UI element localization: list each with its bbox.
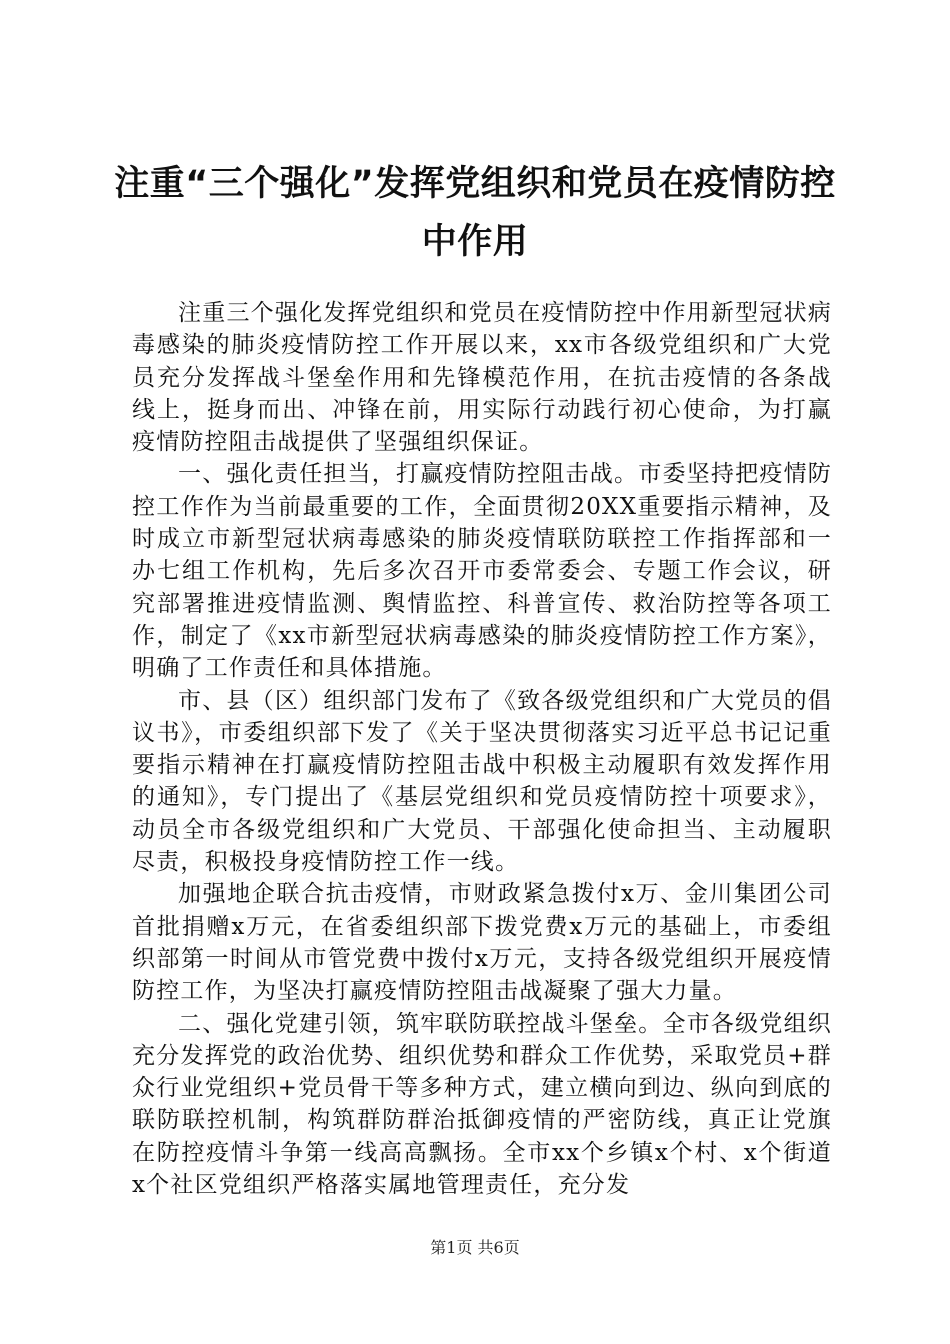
paragraph-section-two: 二、强化党建引领，筑牢联防联控战斗堡垒。全市各级党组织充分发挥党的政治优势、组织优势和群众工作优势，采取党员+群众行业党组织+党员骨干等多种方式，建立横向到边、纵向到底的联防联控机制，构筑群防群治抵御疫情的严密防线，真正让党旗在防控疫情斗争第一线高高飘扬。全市xx个乡镇x个村、x个街道x个社区党组织严格落实属地管理责任，充分发 bbox=[132, 1010, 832, 1199]
paragraph-intro: 注重三个强化发挥党组织和党员在疫情防控中作用新型冠状病毒感染的肺炎疫情防控工作开展以来，xx市各级党组织和广大党员充分发挥战斗堡垒作用和先锋模范作用，在抗击疫情的各条战线上，挺身而出、冲锋在前，用实际行动践行初心使命，为打赢疫情防控阻击战提供了坚强组织保证。 bbox=[132, 300, 832, 456]
page-number-footer: 第1页 共6页 bbox=[430, 1238, 520, 1257]
paragraph-section-one: 一、强化责任担当，打赢疫情防控阻击战。市委坚持把疫情防控工作作为当前最重要的工作，全面贯彻20XX重要指示精神，及时成立市新型冠状病毒感染的肺炎疫情联防联控工作指挥部和一办七组工作机构，先后多次召开市委常委会、专题工作会议，研究部署推进疫情监测、舆情监控、科普宣传、救治防控等各项工作，制定了《xx市新型冠状病毒感染的肺炎疫情防控工作方案》，明确了工作责任和具体措施。 bbox=[132, 461, 832, 682]
document-body bbox=[132, 297, 832, 1201]
paragraph-funding: 加强地企联合抗击疫情，市财政紧急拨付x万、金川集团公司首批捐赠x万元，在省委组织部下拨党费x万元的基础上，市委组织部第一时间从市管党费中拨付x万元，支持各级党组织开展疫情防控工作，为坚决打赢疫情防控阻击战凝聚了强大力量。 bbox=[132, 881, 832, 1005]
document-title: 注重“三个强化”发挥党组织和党员在疫情防控中作用 bbox=[114, 164, 836, 262]
paragraph-notices: 市、县（区）组织部门发布了《致各级党组织和广大党员的倡议书》，市委组织部下发了《关于坚决贯彻落实习近平总书记记重要指示精神在打赢疫情防控阻击战中积极主动履职有效发挥作用的通知》，专门提出了《基层党组织和党员疫情防控十项要求》，动员全市各级党组织和广大党员、干部强化使命担当、主动履职尽责，积极投身疫情防控工作一线。 bbox=[132, 687, 832, 876]
